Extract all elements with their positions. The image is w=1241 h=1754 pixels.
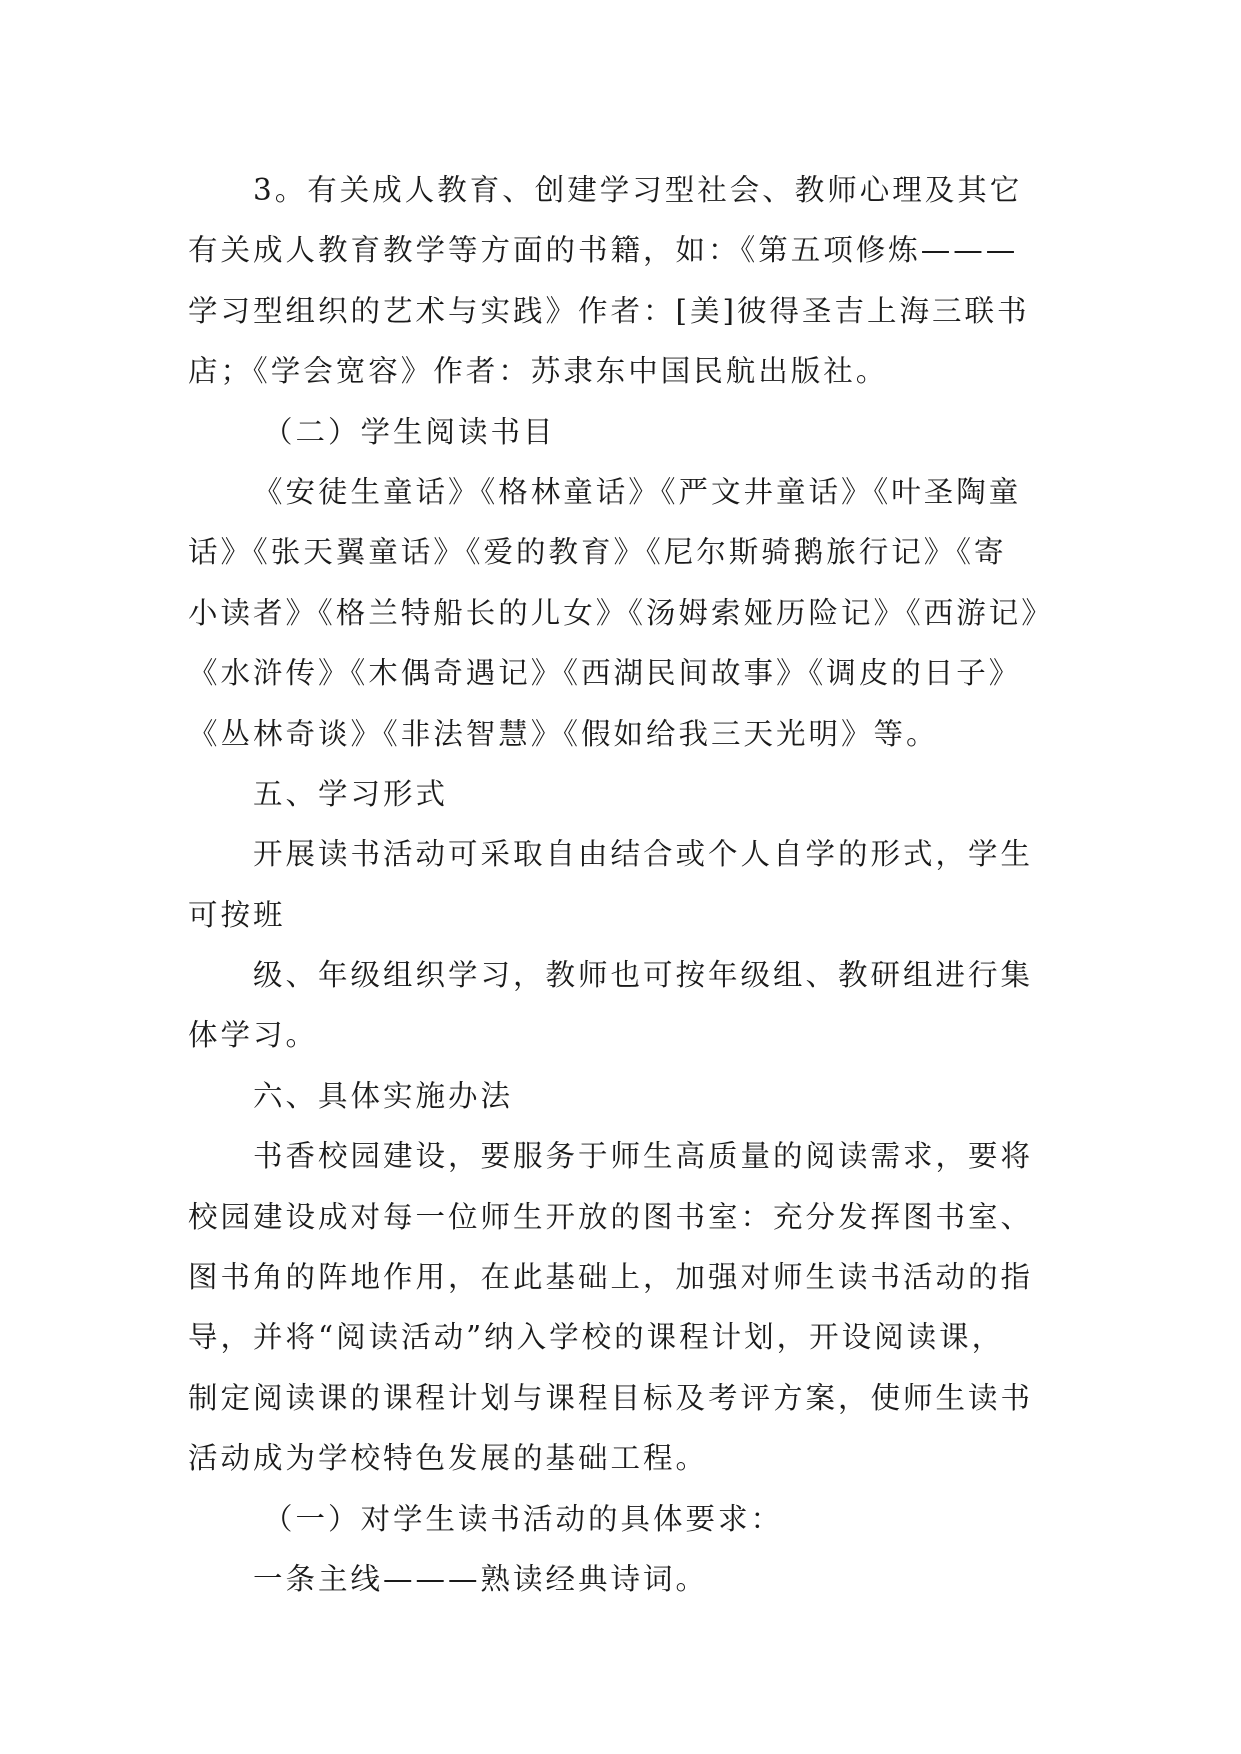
- section-heading: 五、学习形式: [253, 776, 449, 811]
- text-line: 小读者》《格兰特船长的儿女》《汤姆索娅历险记》《西游记》: [188, 595, 1054, 630]
- text-line: 级、年级组织学习，教师也可按年级组、教研组进行集: [253, 958, 1034, 993]
- text-line: 《安徒生童话》《格林童话》《严文井童话》《叶圣陶童: [253, 474, 1022, 509]
- text-line: 一条主线———熟读经典诗词。: [253, 1561, 709, 1596]
- text-line: 3。有关成人教育、创建学习型社会、教师心理及其它: [253, 173, 1023, 207]
- text-line: 有关成人教育教学等方面的书籍，如：《第五项修炼———: [188, 233, 1019, 268]
- text-line: 《水浒传》《木偶奇遇记》《西湖民间故事》《调皮的日子》: [188, 656, 1022, 691]
- text-line: 制定阅读课的课程计划与课程目标及考评方案，使师生读书: [188, 1380, 1034, 1415]
- section-heading: （一）对学生读书活动的具体要求：: [263, 1501, 784, 1536]
- section-heading: （二）学生阅读书目: [263, 414, 556, 449]
- text-line: 校园建设成对每一位师生开放的图书室：充分发挥图书室、: [188, 1199, 1034, 1234]
- text-line: 图书角的阵地作用，在此基础上，加强对师生读书活动的指: [188, 1260, 1034, 1295]
- text-line: 话》《张天翼童话》《爱的教育》《尼尔斯骑鹅旅行记》《寄: [188, 535, 1007, 570]
- text-line: 开展读书活动可采取自由结合或个人自学的形式，学生: [253, 837, 1034, 872]
- text-line: 书香校园建设，要服务于师生高质量的阅读需求，要将: [253, 1139, 1034, 1174]
- text-line: 可按班: [188, 897, 286, 932]
- text-line: 体学习。: [188, 1018, 319, 1053]
- text-line: 导，并将“阅读活动”纳入学校的课程计划，开设阅读课，: [188, 1320, 1005, 1355]
- text-line: 活动成为学校特色发展的基础工程。: [188, 1441, 709, 1476]
- text-line: 店；《学会宽容》作者：苏隶东中国民航出版社。: [188, 354, 889, 389]
- document-body: [188, 160, 1078, 1609]
- section-heading: 六、具体实施办法: [253, 1078, 514, 1113]
- text-line: 学习型组织的艺术与实践》作者：[美]彼得圣吉上海三联书: [188, 293, 1030, 328]
- text-line: 《丛林奇谈》《非法智慧》《假如给我三天光明》等。: [188, 716, 939, 751]
